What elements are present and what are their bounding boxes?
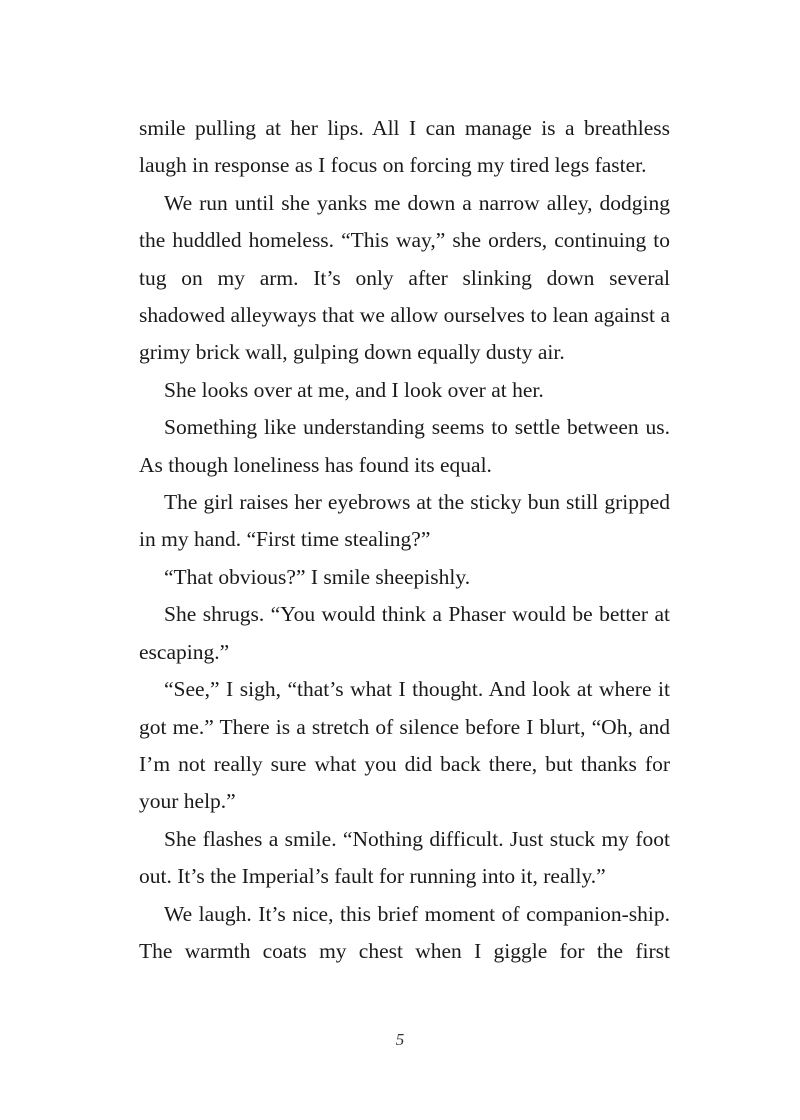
paragraph-5: The girl raises her eyebrows at the sticky bun still gripped in my hand. “First time stealing?” xyxy=(139,490,670,552)
paragraph-8: “See,” I sigh, “that’s what I thought. And look at where it got me.” There is a stretch of silence before I blurt, “Oh, and I’m not really sure what you did back there, but thanks for your help.” xyxy=(139,677,670,814)
paragraph-6: “That obvious?” I smile sheepishly. xyxy=(164,564,471,589)
paragraph-4: Something like understanding seems to settle between us. As though loneliness has found its equal. xyxy=(139,415,670,477)
body-text xyxy=(139,110,670,970)
paragraph-10: We laugh. It’s nice, this brief moment of companion-ship. The warmth coats my chest when I giggle for the first xyxy=(139,901,670,963)
paragraph-3: She looks over at me, and I look over at her. xyxy=(164,377,544,402)
paragraph-7: She shrugs. “You would think a Phaser would be better at escaping.” xyxy=(139,602,670,664)
paragraph-1: smile pulling at her lips. All I can manage is a breathless laugh in response as I focus on forcing my tired legs faster. xyxy=(139,116,670,178)
paragraph-2: We run until she yanks me down a narrow alley, dodging the huddled homeless. “This way,” she orders, continuing to tug on my arm. It’s only after slinking down several shadowed alleyways that we allow ourselves to lean against a grimy brick wall, gulping down equally dusty air. xyxy=(139,190,670,365)
paragraph-9: She flashes a smile. “Nothing difficult. Just stuck my foot out. It’s the Imperial’s fault for running into it, really.” xyxy=(139,826,670,889)
page-number: 5 xyxy=(395,1030,405,1049)
